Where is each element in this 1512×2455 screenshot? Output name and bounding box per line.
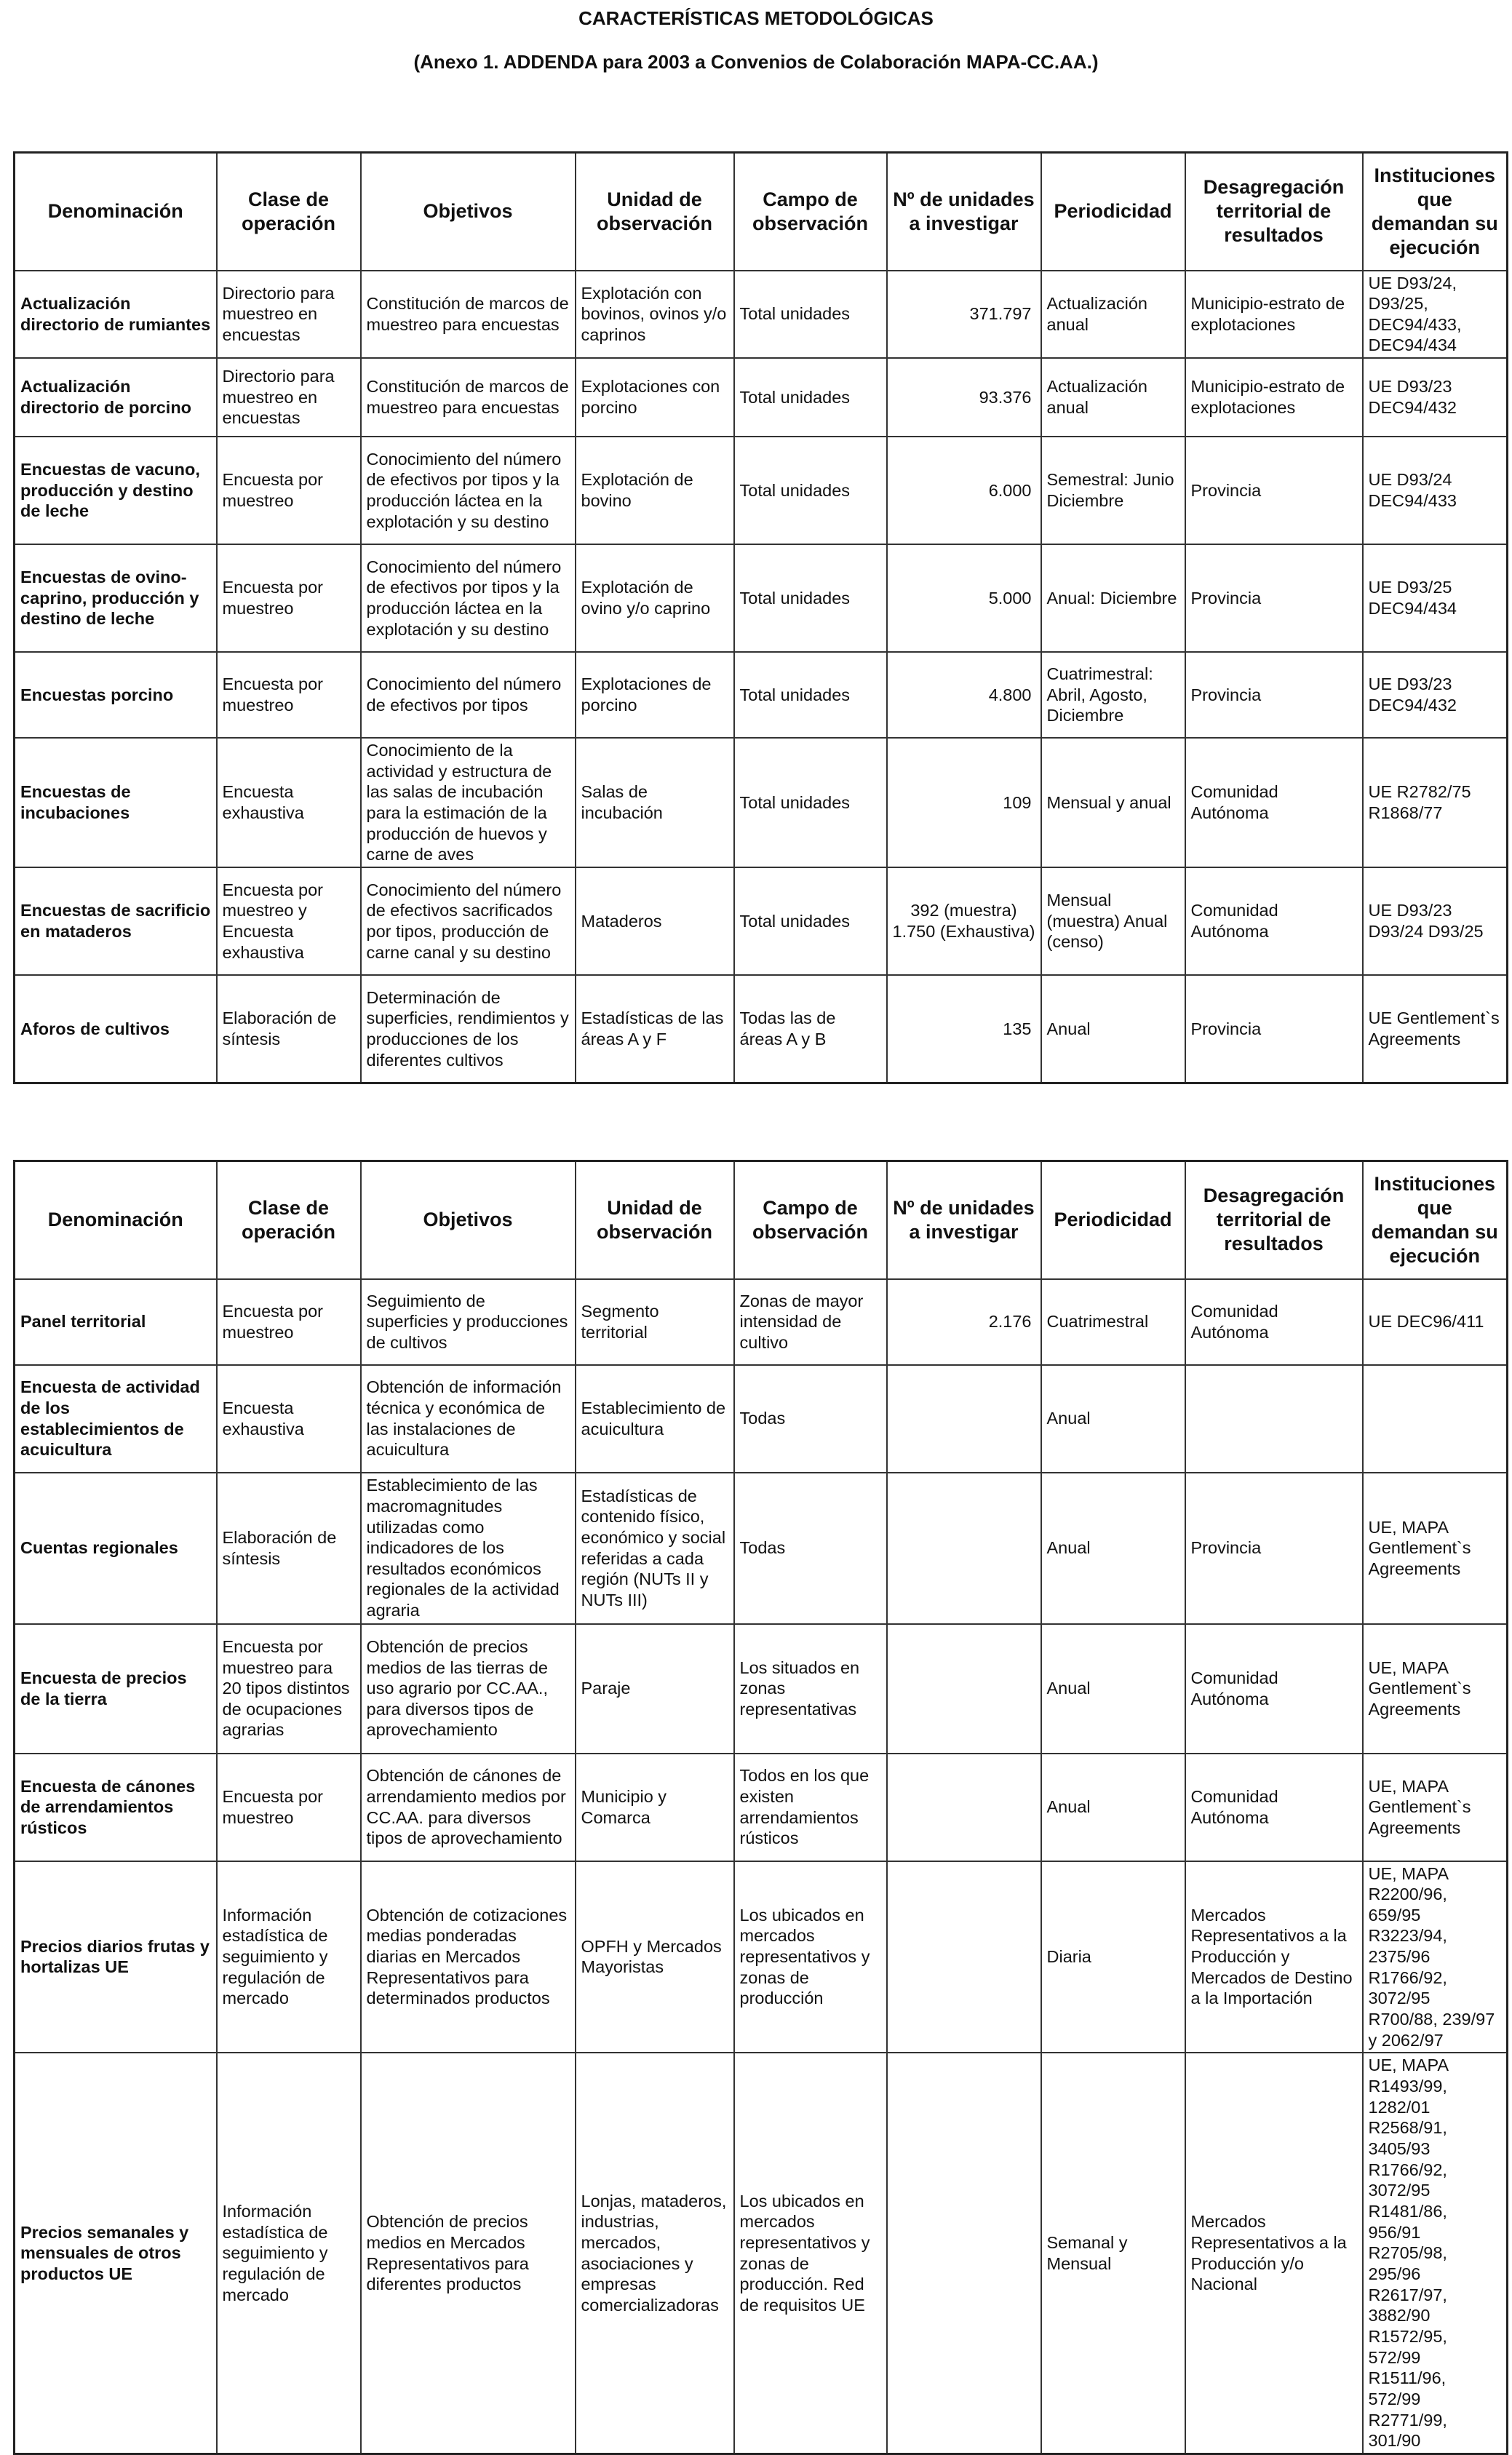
table-row [15, 1279, 1508, 1365]
cell-num: 392 (muestra) 1.750 (Exhaustiva) [887, 867, 1041, 975]
cell-clase: Elaboración de síntesis [217, 1473, 361, 1624]
cell-periodicidad: Anual [1041, 1624, 1185, 1754]
cell-campo: Los ubicados en mercados representativos y zonas de producción [734, 1861, 887, 2053]
cell-desagregacion: Comunidad Autónoma [1185, 1279, 1363, 1365]
cell-unidad: Explotación de ovino y/o caprino [576, 544, 734, 652]
table-row [15, 975, 1508, 1083]
header-instituciones: Instituciones que demandan su ejecución [1363, 1161, 1508, 1279]
cell-periodicidad: Mensual (muestra) Anual (censo) [1041, 867, 1185, 975]
cell-desagregacion: Comunidad Autónoma [1185, 867, 1363, 975]
cell-instituciones: UE, MAPA Gentlement`s Agreements [1363, 1624, 1508, 1754]
cell-clase: Encuesta por muestreo [217, 437, 361, 544]
cell-unidad: Paraje [576, 1624, 734, 1754]
cell-campo: Todos en los que existen arrendamientos rústicos [734, 1754, 887, 1861]
cell-instituciones: UE R2782/75 R1868/77 [1363, 738, 1508, 867]
cell-num: 109 [887, 738, 1041, 867]
cell-objetivos: Seguimiento de superficies y producciones de cultivos [361, 1279, 576, 1365]
cell-objetivos: Constitución de marcos de muestreo para encuestas [361, 358, 576, 437]
cell-desagregacion: Provincia [1185, 975, 1363, 1083]
cell-objetivos: Constitución de marcos de muestreo para encuestas [361, 271, 576, 359]
cell-periodicidad: Actualización anual [1041, 358, 1185, 437]
cell-instituciones: UE DEC96/411 [1363, 1279, 1508, 1365]
cell-objetivos: Conocimiento de la actividad y estructura de las salas de incubación para la estimación de la producción de huevos y carne de aves [361, 738, 576, 867]
cell-unidad: Explotación de bovino [576, 437, 734, 544]
cell-denominacion: Precios diarios frutas y hortalizas UE [15, 1861, 217, 2053]
cell-periodicidad: Actualización anual [1041, 271, 1185, 359]
cell-num: 93.376 [887, 358, 1041, 437]
cell-instituciones: UE D93/23 D93/24 D93/25 [1363, 867, 1508, 975]
cell-clase: Encuesta por muestreo [217, 652, 361, 738]
header-num: Nº de unidades a investigar [887, 1161, 1041, 1279]
cell-campo: Total unidades [734, 271, 887, 359]
cell-instituciones: UE D93/24 DEC94/433 [1363, 437, 1508, 544]
header-periodicidad: Periodicidad [1041, 153, 1185, 271]
cell-denominacion: Encuestas de sacrificio en mataderos [15, 867, 217, 975]
table-row [15, 1365, 1508, 1473]
cell-desagregacion: Mercados Representativos a la Producción y Mercados de Destino a la Importación [1185, 1861, 1363, 2053]
cell-num: 5.000 [887, 544, 1041, 652]
cell-periodicidad: Semanal y Mensual [1041, 2053, 1185, 2454]
cell-desagregacion: Comunidad Autónoma [1185, 738, 1363, 867]
cell-objetivos: Conocimiento del número de efectivos por tipos [361, 652, 576, 738]
page-title: CARACTERÍSTICAS METODOLÓGICAS [578, 7, 934, 29]
cell-periodicidad: Cuatrimestral: Abril, Agosto, Diciembre [1041, 652, 1185, 738]
cell-instituciones [1363, 1365, 1508, 1473]
cell-periodicidad: Anual [1041, 1754, 1185, 1861]
header-campo: Campo de observación [734, 1161, 887, 1279]
cell-campo: Los ubicados en mercados representativos y zonas de producción. Red de requisitos UE [734, 2053, 887, 2454]
cell-denominacion: Encuesta de actividad de los establecimientos de acuicultura [15, 1365, 217, 1473]
header-unidad: Unidad de observación [576, 1161, 734, 1279]
table-row [15, 437, 1508, 544]
cell-objetivos: Obtención de información técnica y económica de las instalaciones de acuicultura [361, 1365, 576, 1473]
cell-periodicidad: Anual [1041, 1473, 1185, 1624]
header-campo: Campo de observación [734, 153, 887, 271]
cell-unidad: Municipio y Comarca [576, 1754, 734, 1861]
cell-denominacion: Actualización directorio de rumiantes [15, 271, 217, 359]
cell-unidad: Salas de incubación [576, 738, 734, 867]
cell-denominacion: Actualización directorio de porcino [15, 358, 217, 437]
cell-num [887, 2053, 1041, 2454]
cell-clase: Encuesta por muestreo y Encuesta exhaustiva [217, 867, 361, 975]
cell-desagregacion [1185, 1365, 1363, 1473]
cell-denominacion: Cuentas regionales [15, 1473, 217, 1624]
cell-unidad: OPFH y Mercados Mayoristas [576, 1861, 734, 2053]
cell-unidad: Mataderos [576, 867, 734, 975]
cell-objetivos: Establecimiento de las macromagnitudes utilizadas como indicadores de los resultados económicos regionales de la actividad agraria [361, 1473, 576, 1624]
cell-num: 135 [887, 975, 1041, 1083]
cell-instituciones: UE D93/25 DEC94/434 [1363, 544, 1508, 652]
header-clase: Clase de operación [217, 153, 361, 271]
cell-desagregacion: Mercados Representativos a la Producción y/o Nacional [1185, 2053, 1363, 2454]
cell-unidad: Lonjas, mataderos, industrias, mercados, asociaciones y empresas comercializadoras [576, 2053, 734, 2454]
cell-clase: Información estadística de seguimiento y regulación de mercado [217, 1861, 361, 2053]
cell-denominacion: Aforos de cultivos [15, 975, 217, 1083]
cell-periodicidad: Semestral: Junio Diciembre [1041, 437, 1185, 544]
methodology-table-2 [13, 1160, 1508, 2455]
table-row [15, 1624, 1508, 1754]
header-denominacion: Denominación [15, 153, 217, 271]
cell-desagregacion: Comunidad Autónoma [1185, 1754, 1363, 1861]
cell-instituciones: UE D93/23 DEC94/432 [1363, 652, 1508, 738]
cell-desagregacion: Comunidad Autónoma [1185, 1624, 1363, 1754]
cell-campo: Los situados en zonas representativas [734, 1624, 887, 1754]
cell-denominacion: Encuestas de vacuno, producción y destino de leche [15, 437, 217, 544]
cell-instituciones: UE, MAPA Gentlement`s Agreements [1363, 1473, 1508, 1624]
cell-objetivos: Determinación de superficies, rendimientos y producciones de los diferentes cultivos [361, 975, 576, 1083]
cell-campo: Total unidades [734, 738, 887, 867]
cell-num [887, 1473, 1041, 1624]
cell-periodicidad: Mensual y anual [1041, 738, 1185, 867]
cell-campo: Todas [734, 1365, 887, 1473]
table-header-row [15, 153, 1508, 271]
table-row [15, 1754, 1508, 1861]
cell-desagregacion: Provincia [1185, 437, 1363, 544]
cell-num: 371.797 [887, 271, 1041, 359]
header-clase: Clase de operación [217, 1161, 361, 1279]
cell-unidad: Explotaciones de porcino [576, 652, 734, 738]
cell-denominacion: Encuestas de incubaciones [15, 738, 217, 867]
cell-instituciones: UE, MAPA R2200/96, 659/95 R3223/94, 2375/96 R1766/92, 3072/95 R700/88, 239/97 y 2062/97 [1363, 1861, 1508, 2053]
cell-desagregacion: Municipio-estrato de explotaciones [1185, 271, 1363, 359]
header-objetivos: Objetivos [361, 1161, 576, 1279]
cell-campo: Total unidades [734, 867, 887, 975]
header-instituciones: Instituciones que demandan su ejecución [1363, 153, 1508, 271]
cell-campo: Total unidades [734, 437, 887, 544]
cell-unidad: Establecimiento de acuicultura [576, 1365, 734, 1473]
table-row [15, 2053, 1508, 2454]
table-row [15, 358, 1508, 437]
cell-clase: Encuesta exhaustiva [217, 738, 361, 867]
cell-objetivos: Obtención de precios medios en Mercados Representativos para diferentes productos [361, 2053, 576, 2454]
header-num: Nº de unidades a investigar [887, 153, 1041, 271]
header-desagregacion: Desagregación territorial de resultados [1185, 1161, 1363, 1279]
cell-instituciones: UE D93/23 DEC94/432 [1363, 358, 1508, 437]
cell-num [887, 1365, 1041, 1473]
methodology-table-1 [13, 151, 1508, 1084]
cell-clase: Directorio para muestreo en encuestas [217, 358, 361, 437]
cell-unidad: Explotación con bovinos, ovinos y/o caprinos [576, 271, 734, 359]
cell-objetivos: Obtención de cotizaciones medias ponderadas diarias en Mercados Representativos para determinados productos [361, 1861, 576, 2053]
cell-instituciones: UE D93/24, D93/25, DEC94/433, DEC94/434 [1363, 271, 1508, 359]
header-periodicidad: Periodicidad [1041, 1161, 1185, 1279]
cell-unidad: Segmento territorial [576, 1279, 734, 1365]
table-row [15, 1861, 1508, 2053]
cell-clase: Directorio para muestreo en encuestas [217, 271, 361, 359]
table-header-row [15, 1161, 1508, 1279]
cell-unidad: Estadísticas de contenido físico, económico y social referidas a cada región (NUTs II y NUTs III) [576, 1473, 734, 1624]
table-row [15, 1473, 1508, 1624]
cell-unidad: Estadísticas de las áreas A y F [576, 975, 734, 1083]
header-denominacion: Denominación [15, 1161, 217, 1279]
header-unidad: Unidad de observación [576, 153, 734, 271]
cell-denominacion: Panel territorial [15, 1279, 217, 1365]
cell-denominacion: Encuesta de precios de la tierra [15, 1624, 217, 1754]
cell-num: 4.800 [887, 652, 1041, 738]
cell-num: 2.176 [887, 1279, 1041, 1365]
cell-campo: Total unidades [734, 358, 887, 437]
cell-periodicidad: Anual: Diciembre [1041, 544, 1185, 652]
cell-clase: Información estadística de seguimiento y regulación de mercado [217, 2053, 361, 2454]
cell-clase: Encuesta por muestreo [217, 544, 361, 652]
cell-objetivos: Conocimiento del número de efectivos sacrificados por tipos, producción de carne canal y su destino [361, 867, 576, 975]
table-row [15, 867, 1508, 975]
cell-clase: Encuesta exhaustiva [217, 1365, 361, 1473]
cell-denominacion: Precios semanales y mensuales de otros productos UE [15, 2053, 217, 2454]
cell-num [887, 1624, 1041, 1754]
table-row [15, 652, 1508, 738]
table-row [15, 544, 1508, 652]
cell-denominacion: Encuestas de ovino-caprino, producción y destino de leche [15, 544, 217, 652]
cell-campo: Todas las de áreas A y B [734, 975, 887, 1083]
cell-clase: Encuesta por muestreo para 20 tipos distintos de ocupaciones agrarias [217, 1624, 361, 1754]
cell-instituciones: UE, MAPA R1493/99, 1282/01 R2568/91, 3405/93 R1766/92, 3072/95 R1481/86, 956/91 R2705/98, 295/96 R2617/97, 3882/90 R1572/95, 572/99 R1511/96, 572/99 R2771/99, 301/90 [1363, 2053, 1508, 2454]
table-row [15, 271, 1508, 359]
cell-instituciones: UE, MAPA Gentlement`s Agreements [1363, 1754, 1508, 1861]
cell-periodicidad: Diaria [1041, 1861, 1185, 2053]
page-subtitle: (Anexo 1. ADDENDA para 2003 a Convenios de Colaboración MAPA-CC.AA.) [413, 51, 1099, 73]
cell-clase: Elaboración de síntesis [217, 975, 361, 1083]
cell-instituciones: UE Gentlement`s Agreements [1363, 975, 1508, 1083]
cell-desagregacion: Municipio-estrato de explotaciones [1185, 358, 1363, 437]
header-objetivos: Objetivos [361, 153, 576, 271]
cell-clase: Encuesta por muestreo [217, 1754, 361, 1861]
cell-periodicidad: Anual [1041, 975, 1185, 1083]
cell-num: 6.000 [887, 437, 1041, 544]
cell-clase: Encuesta por muestreo [217, 1279, 361, 1365]
cell-desagregacion: Provincia [1185, 652, 1363, 738]
cell-periodicidad: Anual [1041, 1365, 1185, 1473]
cell-desagregacion: Provincia [1185, 544, 1363, 652]
cell-campo: Total unidades [734, 652, 887, 738]
cell-campo: Total unidades [734, 544, 887, 652]
cell-denominacion: Encuesta de cánones de arrendamientos rústicos [15, 1754, 217, 1861]
header-desagregacion: Desagregación territorial de resultados [1185, 153, 1363, 271]
cell-campo: Todas [734, 1473, 887, 1624]
cell-objetivos: Conocimiento del número de efectivos por tipos y la producción láctea en la explotación y su destino [361, 437, 576, 544]
cell-num [887, 1754, 1041, 1861]
cell-objetivos: Obtención de precios medios de las tierras de uso agrario por CC.AA., para diversos tipos de aprovechamiento [361, 1624, 576, 1754]
cell-objetivos: Obtención de cánones de arrendamiento medios por CC.AA. para diversos tipos de aprovechamiento [361, 1754, 576, 1861]
cell-desagregacion: Provincia [1185, 1473, 1363, 1624]
table-row [15, 738, 1508, 867]
cell-denominacion: Encuestas porcino [15, 652, 217, 738]
cell-periodicidad: Cuatrimestral [1041, 1279, 1185, 1365]
cell-campo: Zonas de mayor intensidad de cultivo [734, 1279, 887, 1365]
cell-objetivos: Conocimiento del número de efectivos por tipos y la producción láctea en la explotación y su destino [361, 544, 576, 652]
cell-unidad: Explotaciones con porcino [576, 358, 734, 437]
cell-num [887, 1861, 1041, 2053]
